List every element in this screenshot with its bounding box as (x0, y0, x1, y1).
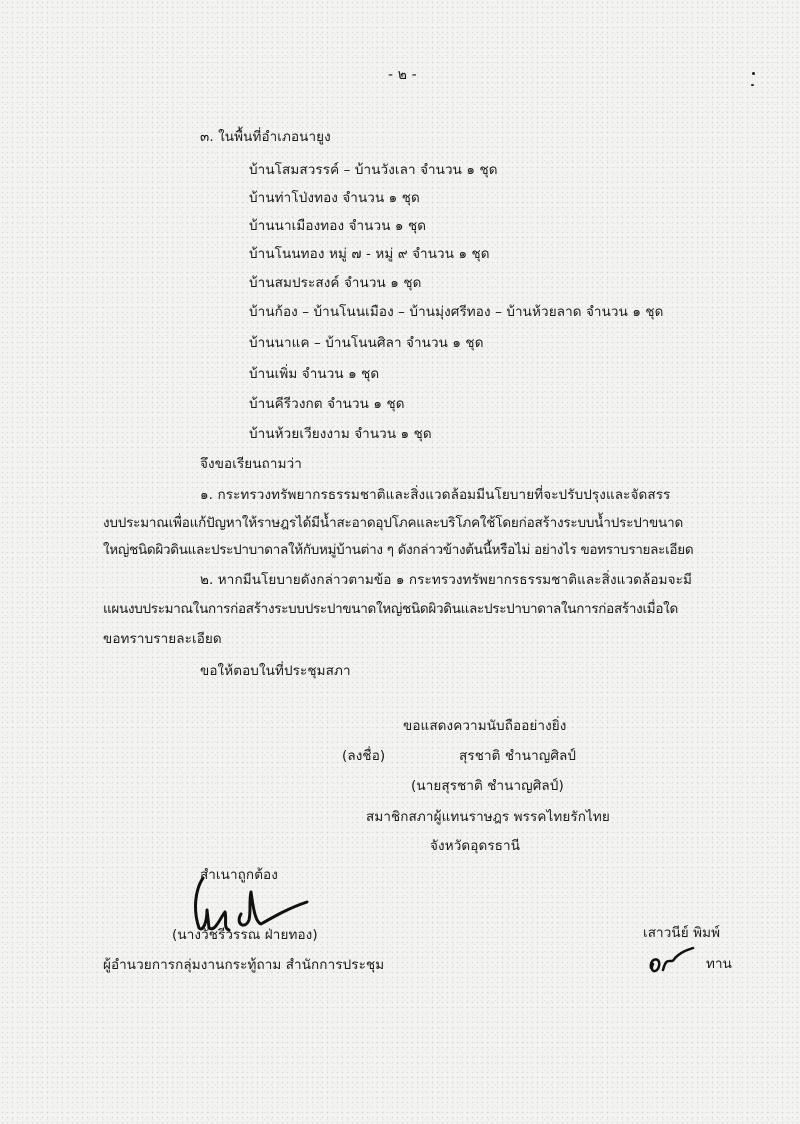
signed-name: สุรชาติ ชำนาญศิลป์ (459, 748, 577, 764)
signed-label: (ลงชื่อ) (342, 748, 386, 764)
question-2-line: แผนงบประมาณในการก่อสร้างระบบประปาขนาดใหญ่ชนิดผิวดินและประปาบาดาลในการก่อสร้างเมื่อใด (103, 601, 678, 617)
certified-copy-label: สำเนาถูกต้อง (200, 867, 278, 883)
certifier-title: ผู้อำนวยการกลุ่มงานกระทู้ถาม สำนักการประชุม (103, 957, 385, 973)
question-2-line: ขอทราบรายละเอียด (103, 631, 222, 647)
village-item: บ้านสมประสงค์ จำนวน ๑ ชุด (249, 275, 422, 291)
village-item: บ้านท่าโป่งทอง จำนวน ๑ ชุด (249, 190, 420, 206)
initials-signature (645, 944, 695, 978)
scan-mark (751, 84, 754, 86)
village-item: บ้านโนนทอง หมู่ ๗ - หมู่ ๙ จำนวน ๑ ชุด (249, 246, 490, 262)
typist-name: เสาวนีย์ พิมพ์ (643, 925, 721, 941)
question-1-line: ใหญ่ชนิดผิวดินและประปาบาดาลให้กับหมู่บ้านต่าง ๆ ดังกล่าวข้างต้นนี้หรือไม่ อย่างไร ขอทราบรายละเอียด (103, 542, 694, 558)
signer-province: จังหวัดอุดรธานี (430, 838, 521, 854)
request-line: ขอให้ตอบในที่ประชุมสภา (200, 663, 351, 679)
signer-position: สมาชิกสภาผู้แทนราษฎร พรรคไทยรักไทย (366, 809, 610, 825)
section-heading: ๓. ในพื้นที่อำเภอนายูง (200, 129, 331, 145)
village-item: บ้านคีรีวงกต จำนวน ๑ ชุด (249, 396, 405, 412)
page-number: - ๒ - (388, 67, 417, 83)
signer-full-name: (นายสุรชาติ ชำนาญศิลป์) (411, 778, 564, 794)
village-item: บ้านโสมสวรรค์ – บ้านวังเลา จำนวน ๑ ชุด (249, 162, 498, 178)
village-item: บ้านก้อง – บ้านโนนเมือง – บ้านมุ่งศรีทอง – บ้านห้วยลาด จำนวน ๑ ชุด (249, 304, 664, 320)
scan-mark (752, 72, 755, 75)
question-1-line: ๑. กระทรวงทรัพยากรธรรมชาติและสิ่งแวดล้อมมีนโยบายที่จะปรับปรุงและจัดสรร (200, 487, 671, 503)
question-1-line: งบประมาณเพื่อแก้ปัญหาให้ราษฎรได้มีน้ำสะอาดอุปโภคและบริโภคใช้โดยก่อสร้างระบบน้ำประปาขนาด (103, 515, 684, 531)
village-item: บ้านนาแค – บ้านโนนศิลา จำนวน ๑ ชุด (249, 335, 484, 351)
question-2-line: ๒. หากมีนโยบายดังกล่าวตามข้อ ๑ กระทรวงทรัพยากรธรรมชาติและสิ่งแวดล้อมจะมี (200, 572, 692, 588)
closing-regards: ขอแสดงความนับถืออย่างยิ่ง (403, 718, 567, 734)
question-intro: จึงขอเรียนถามว่า (200, 456, 302, 472)
village-item: บ้านนาเมืองทอง จำนวน ๑ ชุด (249, 218, 427, 234)
village-item: บ้านเพิ่ม จำนวน ๑ ชุด (249, 366, 380, 382)
certifier-name: (นางวัชรีวรรณ ฝ่ายทอง) (172, 927, 318, 943)
checker-label: ทาน (706, 956, 733, 972)
village-item: บ้านห้วยเวียงงาม จำนวน ๑ ชุด (249, 426, 432, 442)
